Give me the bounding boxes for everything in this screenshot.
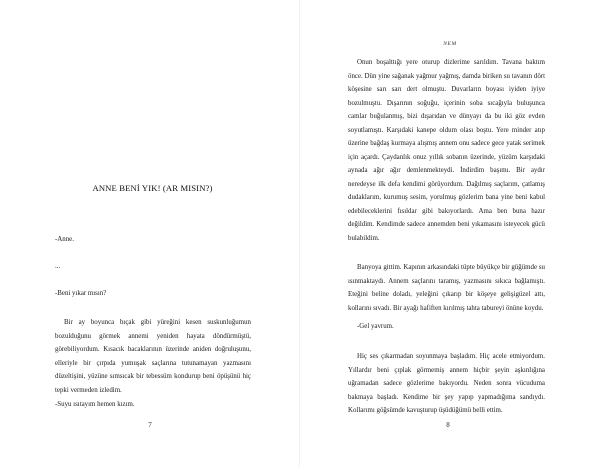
body-paragraph: Bir ay boyunca bıçak gibi yüreğini kesen suskunluğumun bozulduğunu görmek annemi yeniden hayata döndürmüştü, görebiliyordum. Kısacık bacaklarının üzerinde aniden doğruluşunu, elleriyle bir çırpıda yumuşak saçlarına tutunamayan yazmasını düzeltişini, yüzüne sımsıcak bir tebessüm kondurup beni öpüşünü hiç tepki vermeden izledim. [55, 319, 251, 394]
dialogue-line: -Gel yavrum. [357, 323, 394, 330]
body-paragraph: Banyoya gittim. Kapının arkasındaki tüpte büyükçe bir güğümde su ısınmaktaydı. Annem saçlarını taramış, yazmasını sıkıca bağlamıştı. Eteğini beline doladı, yeleğini çıkarıp bir köşeye gelişigüzel attı, kollarını sıvadı. Bir ayağı hafiften kırılmış tahta tabureyi önüne koydu. [348, 264, 545, 312]
dialogue-line: ... [55, 263, 61, 270]
body-paragraph: Onun boşalttığı yere oturup dizlerime sarıldım. Tavana baktım önce. Dün yine sağanak yağmur yağmış, damda biriken su tavanın dört köşesine sarı sarı dert olmuştu. Duvarların boyası iyiden iyiye bozulmuştu. Dışarının soğuğu, içerinin soba sıcağıyla buluşunca camlar buğulanmış, bizi dışarıdan ve dünyayı da bu iki göz evden soyutlamıştı. Karşıdaki kanepe oldum olası boştu. Yere minder atıp üzerine bağdaş kurmaya alışmış annem onu sadece gece yatak serimek için açardı. Çaydanlık onuz yıllık sobanın üzerinde, yüzüm karşıdaki aynada ağır ağır demlenmekteydi. İndirdim başımı. Bir aydır neredeyse ilk defa kendimi görüyordum. Dağılmış saçlarım, çatlamış dudaklarım, kurumuş sesim, yorulmuş gözlerim bana yine beni kabul edebileceklerini fısıldar gibi bakıyorlardı. Ama ben buna hazır değildim. Kendimde sadece annemden beni yıkamasını isteyecek gücü bulabildim. [348, 59, 545, 242]
running-header: NEM [443, 41, 457, 47]
dialogue-line: -Anne. [55, 236, 74, 243]
dialogue-line: -Suyu ısıtayım hemen kızım. [55, 401, 135, 408]
dialogue-line: -Beni yıkar mısın? [55, 290, 107, 297]
body-paragraph: Hiç ses çıkarmadan soyunmaya başladım. Hiç acele etmiyordum. Yıllardır beni çıplak görmemiş annem hiçbir şeyin aşkınlığına uğramadan sadece gözlerime bakıyordu. Neden sonra vücuduma bakmaya başladı. Kendime bir şey yapıp yapmadığıma sandıydı. Kollarımı göğsümde kavuşturup üşüdüğümü belli ettim. [348, 353, 545, 414]
page-number: 8 [446, 421, 450, 429]
right-page [300, 0, 600, 467]
chapter-title: ANNE BENİ YIK! (AR MISIN?) [92, 183, 213, 193]
page-number: 7 [148, 421, 152, 429]
